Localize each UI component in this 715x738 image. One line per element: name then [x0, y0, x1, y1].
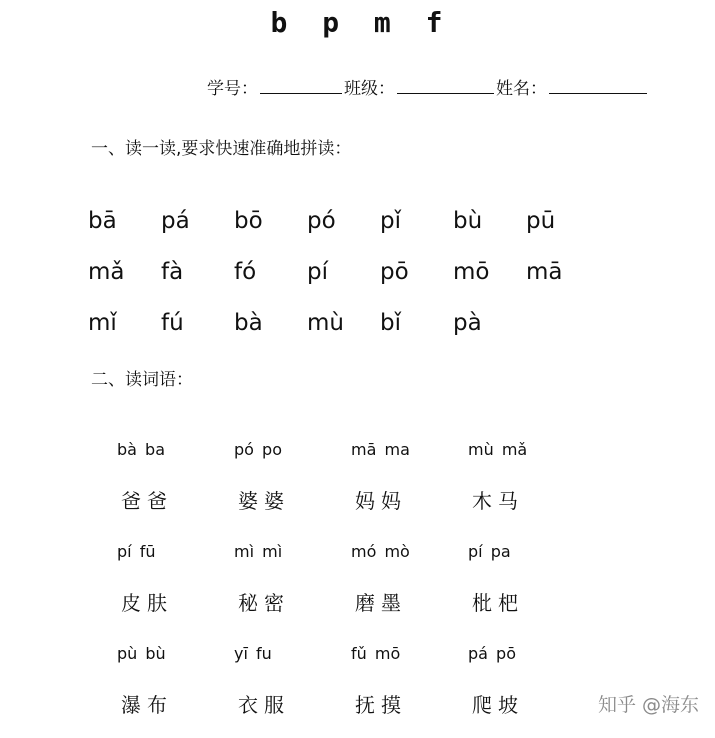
word-hanzi: 秘密	[238, 590, 290, 615]
student-no-blank[interactable]	[260, 75, 342, 94]
word-grid	[117, 432, 585, 738]
word-pinyin: mì mì	[234, 541, 283, 561]
word-pinyin: bà ba	[117, 439, 166, 459]
syllable-row	[88, 297, 599, 348]
pinyin-row	[117, 432, 585, 466]
watermark: 知乎 @海东	[597, 694, 699, 716]
syllable: mā	[526, 258, 563, 285]
syllable: bā	[88, 207, 117, 234]
syllable: bà	[234, 309, 263, 336]
syllable: bù	[453, 207, 483, 234]
syllable: pó	[307, 207, 336, 234]
word-hanzi: 枇杷	[472, 590, 524, 615]
page-title: b p m f	[270, 6, 445, 39]
word-pinyin: pí fū	[117, 541, 156, 561]
syllable: fú	[161, 309, 184, 336]
syllable: pà	[453, 309, 482, 336]
syllable-grid	[88, 195, 599, 348]
name-blank[interactable]	[549, 75, 647, 94]
word-hanzi: 婆婆	[238, 488, 290, 513]
word-pinyin: yī fu	[234, 643, 272, 663]
hanzi-row	[117, 686, 585, 720]
word-pinyin: pó po	[234, 439, 282, 459]
syllable: mō	[453, 258, 490, 285]
syllable-row	[88, 195, 599, 246]
word-hanzi: 衣服	[238, 692, 290, 717]
word-hanzi: 妈妈	[355, 488, 407, 513]
pinyin-row	[117, 534, 585, 568]
word-hanzi: 抚摸	[355, 692, 407, 717]
syllable: bō	[234, 207, 263, 234]
word-hanzi: 木马	[472, 488, 524, 513]
syllable: pí	[307, 258, 328, 285]
name-label: 姓名：	[496, 79, 547, 99]
word-pinyin: pá pō	[468, 643, 516, 663]
word-pinyin: pí pa	[468, 541, 511, 561]
word-hanzi: 爸爸	[121, 488, 173, 513]
word-pinyin: mā ma	[351, 439, 410, 459]
syllable-row	[88, 246, 599, 297]
word-hanzi: 皮肤	[121, 590, 173, 615]
syllable: pá	[161, 207, 190, 234]
word-pinyin: mó mò	[351, 541, 410, 561]
word-hanzi: 爬坡	[472, 692, 524, 717]
syllable: mǐ	[88, 309, 117, 336]
syllable: pū	[526, 207, 556, 234]
section-2-heading: 二、读词语：	[91, 370, 193, 390]
section-1-heading: 一、读一读,要求快速准确地拼读：	[91, 139, 352, 159]
word-hanzi: 瀑布	[121, 692, 173, 717]
class-blank[interactable]	[397, 75, 494, 94]
syllable: mù	[307, 309, 344, 336]
student-no-label: 学号：	[207, 79, 258, 99]
hanzi-row	[117, 482, 585, 516]
syllable: pō	[380, 258, 409, 285]
syllable: fó	[234, 258, 257, 285]
pinyin-row	[117, 636, 585, 670]
word-hanzi: 磨墨	[355, 590, 407, 615]
syllable: pǐ	[380, 207, 401, 234]
syllable: bǐ	[380, 309, 401, 336]
hanzi-row	[117, 584, 585, 618]
syllable: mǎ	[88, 258, 125, 285]
word-pinyin: pù bù	[117, 643, 166, 663]
class-label: 班级：	[344, 79, 395, 99]
syllable: fà	[161, 258, 184, 285]
word-pinyin: mù mǎ	[468, 439, 528, 459]
word-pinyin: fǔ mō	[351, 643, 401, 663]
student-info-row	[207, 74, 649, 99]
